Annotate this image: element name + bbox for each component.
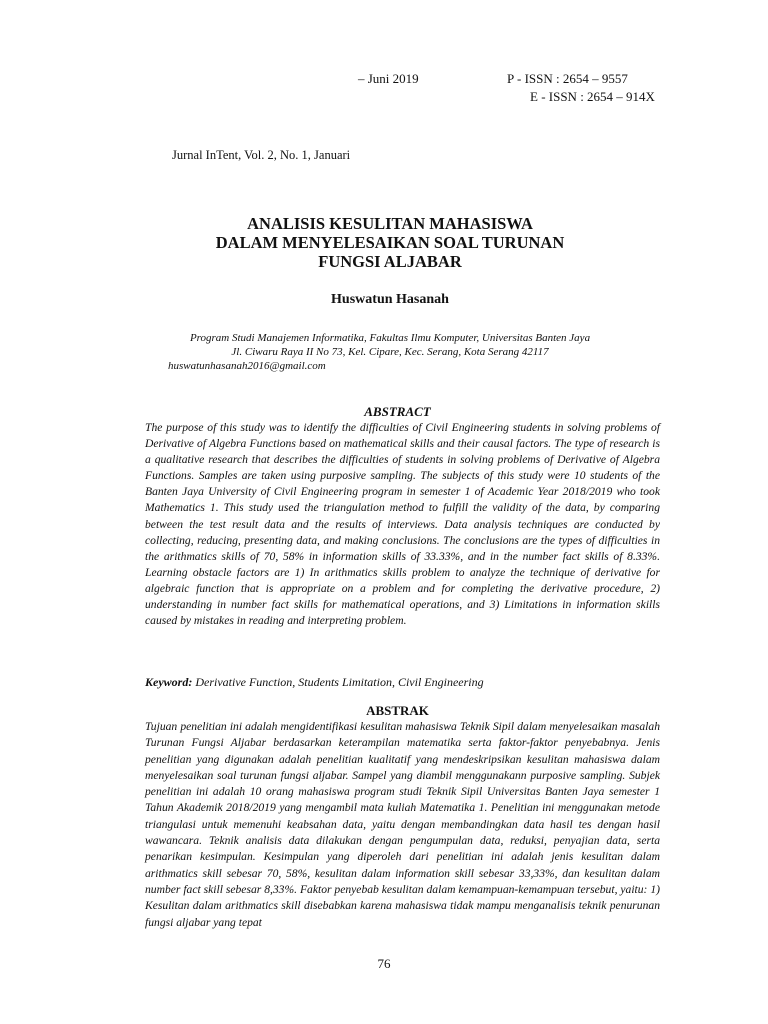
title-line: FUNGSI ALJABAR — [318, 252, 462, 271]
paper-title — [120, 214, 660, 271]
abstract-text: The purpose of this study was to identify the difficulties of Civil Engineering students in solving problems of Derivative of Algebra Functions based on mathematical skills and their causal factors. The type of research is a qualitative research that describes the difficulties of students in solving problems of Derivative of Algebra Functions. Samples are taken using purposive sampling. The subjects of this study were 10 students of the Banten Jaya University of Civil Engineering program in semester 1 of Academic Year 2018/2019 who took Mathematics 1. This study used the triangulation method to fulfill the validity of the data, by comparing between the test result data and the results of interviews. Data analysis techniques are conducted by collecting, reducing, presenting data, and making conclusions. The conclusions are the types of difficulties in the arithmatics skills of 70, 58% in information skills of 33.33%, and in the number fact skills of 8.33%. Learning obstacle factors are 1) In arithmatics skills problem to analyze the technique of derivative for algebraic function that is appropriate on a problem and for completing the derivative procedure, 2) understanding in number fact skills for mathematical operations, and 3) Limitations in information skills caused by mistakes in reading and interpreting problem. — [145, 421, 660, 628]
title-line: ANALISIS KESULITAN MAHASISWA — [247, 214, 533, 233]
abstrak-heading: ABSTRAK — [366, 703, 429, 718]
p-issn: P - ISSN : 2654 – 9557 — [507, 71, 628, 86]
abstract-heading: ABSTRACT — [364, 404, 431, 419]
page-number: 76 — [377, 956, 391, 971]
title-line: DALAM MENYELESAIKAN SOAL TURUNAN — [215, 233, 565, 252]
author-email: huswatunhasanah2016@gmail.com — [168, 360, 326, 372]
keyword-values: Derivative Function, Students Limitation, Civil Engineering — [192, 675, 484, 689]
e-issn: E - ISSN : 2654 – 914X — [530, 89, 655, 104]
keyword-label: Keyword: — [145, 675, 193, 689]
author-name: Huswatun Hasanah — [331, 292, 449, 307]
abstrak-text: Tujuan penelitian ini adalah mengidentifikasi kesulitan mahasiswa Teknik Sipil dalam menyelesaikan masalah Turunan Fungsi Aljabar berdasarkan keterampilan matematika serta faktor-faktor penyebabnya. Jenis penelitian yang digunakan adalah penelitian kualitatif yang mendeskripsikan kesulitan mahasiswa dalam menyelesaikan soal turunan fungsi aljabar. Sampel yang diambil menggunakann purposive sampling. Subjek penelitian ini adalah 10 orang mahasiswa program studi Teknik Sipil Universitas Banten Jaya semester 1 Tahun Akademik 2018/2019 yang mengambil mata kuliah Matematika 1. Penelitian ini menggunakan metode triangulasi untuk memenuhi keabsahan data, yaitu dengan membandingkan data hasil tes dengan hasil wawancara. Teknik analisis data dilakukan dengan pengumpulan data, reduksi, penyajian data, serta penarikan kesimpulan. Kesimpulan yang diperoleh dari penelitian ini adalah jenis kesulitan dalam arithmatics skill sebesar 70, 58%, kesulitan dalam information skill sebesar 33,33%, dan kesulitan dalam number fact skill sebesar 8,33%. Faktor penyebab kesulitan dalam kemampuan-kemampuan tersebut, yaitu: 1) Kesulitan dalam arithmatics skill disebabkan karena mahasiswa tidak mampu menganalisis teknik penurunan fungsi aljabar yang tepat — [145, 720, 660, 929]
affiliation-address: Jl. Ciwaru Raya II No 73, Kel. Cipare, Kec. Serang, Kota Serang 42117 — [231, 346, 549, 358]
affiliation-line: Program Studi Manajemen Informatika, Fakultas Ilmu Komputer, Universitas Banten Jaya — [189, 332, 591, 344]
issue-date: – Juni 2019 — [358, 71, 419, 86]
keywords — [145, 675, 660, 690]
journal-citation: Jurnal InTent, Vol. 2, No. 1, Januari — [172, 148, 351, 162]
